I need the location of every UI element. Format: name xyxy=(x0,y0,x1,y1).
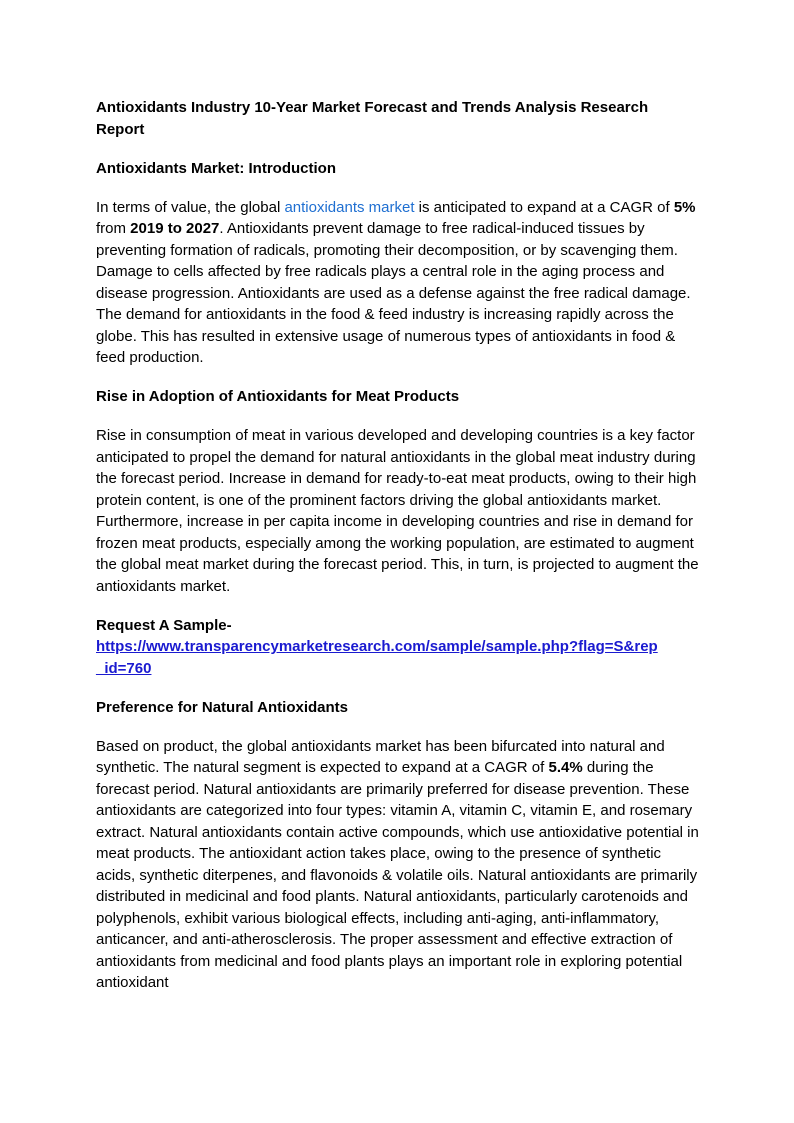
intro-period: 2019 to 2027 xyxy=(130,220,220,237)
meat-paragraph: Rise in consumption of meat in various developed and developing countries is a key factor anticipated to propel the demand for natural antioxidants in the global meat industry during the forecast period. Increase in demand for ready-to-eat meat products, owing to their high protein content, is one of the prominent factors driving the global antioxidants market. Furthermore, increase in per capita income in developing countries and rise in demand for frozen meat products, especially among the working population, are estimated to augment the global meat market during the forecast period. This, in turn, is projected to augment the antioxidants market. xyxy=(96,427,699,595)
natural-text-start: Based on product, the global antioxidants market has been bifurcated into natural and synthetic. The natural segment is expected to expand at a CAGR of xyxy=(96,737,665,776)
sample-label: Request A Sample- xyxy=(96,616,232,634)
sample-url-link[interactable] xyxy=(96,638,658,677)
natural-paragraph xyxy=(96,736,700,994)
intro-text-from: from xyxy=(96,220,131,237)
meat-heading: Rise in Adoption of Antioxidants for Meat Products xyxy=(96,388,460,405)
natural-heading: Preference for Natural Antioxidants xyxy=(96,698,349,716)
antioxidants-market-link[interactable]: antioxidants market xyxy=(284,198,415,216)
intro-cagr: 5% xyxy=(673,198,696,216)
intro-text-mid: is anticipated to expand at a CAGR of xyxy=(414,198,674,216)
natural-text-rest: during the forecast period. Natural antioxidants are primarily preferred for disease prevention. These antioxidants are categorized into four types: vitamin A, vitamin C, vitamin E, and rosemary extract. Natural antioxidants contain active compounds, which use antioxidative potential in meat products. The antioxidant action takes place, owing to the presence of synthetic acids, synthetic diterpenes, and flavonoids & volatile oils. Natural antioxidants are primarily distributed in medicinal and food plants. Natural antioxidants, particularly carotenoids and polyphenols, exhibit various biological effects, including anti-aging, anti-inflammatory, anticancer, and anti-atherosclerosis. The proper assessment and effective extraction of antioxidants from medicinal and food plants plays an important role in exploring potential antioxidant xyxy=(96,759,699,991)
intro-paragraph xyxy=(96,197,700,369)
document-title: Antioxidants Industry 10-Year Market Forecast and Trends Analysis Research Report xyxy=(96,99,649,138)
intro-heading: Antioxidants Market: Introduction xyxy=(96,159,336,177)
natural-cagr: 5.4% xyxy=(548,759,583,776)
sample-url-line2: _id=760 xyxy=(96,659,152,677)
intro-text-rest: . Antioxidants prevent damage to free radical-induced tissues by preventing formation of radicals, promoting their decomposition, or by scavenging them. Damage to cells affected by free radicals plays a central role in the aging process and disease progression. Antioxidants are used as a defense against the free radical damage. The demand for antioxidants in the food & feed industry is increasing rapidly across the globe. This has resulted in extensive usage of numerous types of antioxidants in food & feed production. xyxy=(96,220,691,366)
document-page xyxy=(96,97,700,994)
sample-url-line1: https://www.transparencymarketresearch.com/sample/sample.php?flag=S&rep xyxy=(96,638,658,655)
intro-text-start: In terms of value, the global xyxy=(96,198,285,216)
sample-request xyxy=(96,615,700,680)
